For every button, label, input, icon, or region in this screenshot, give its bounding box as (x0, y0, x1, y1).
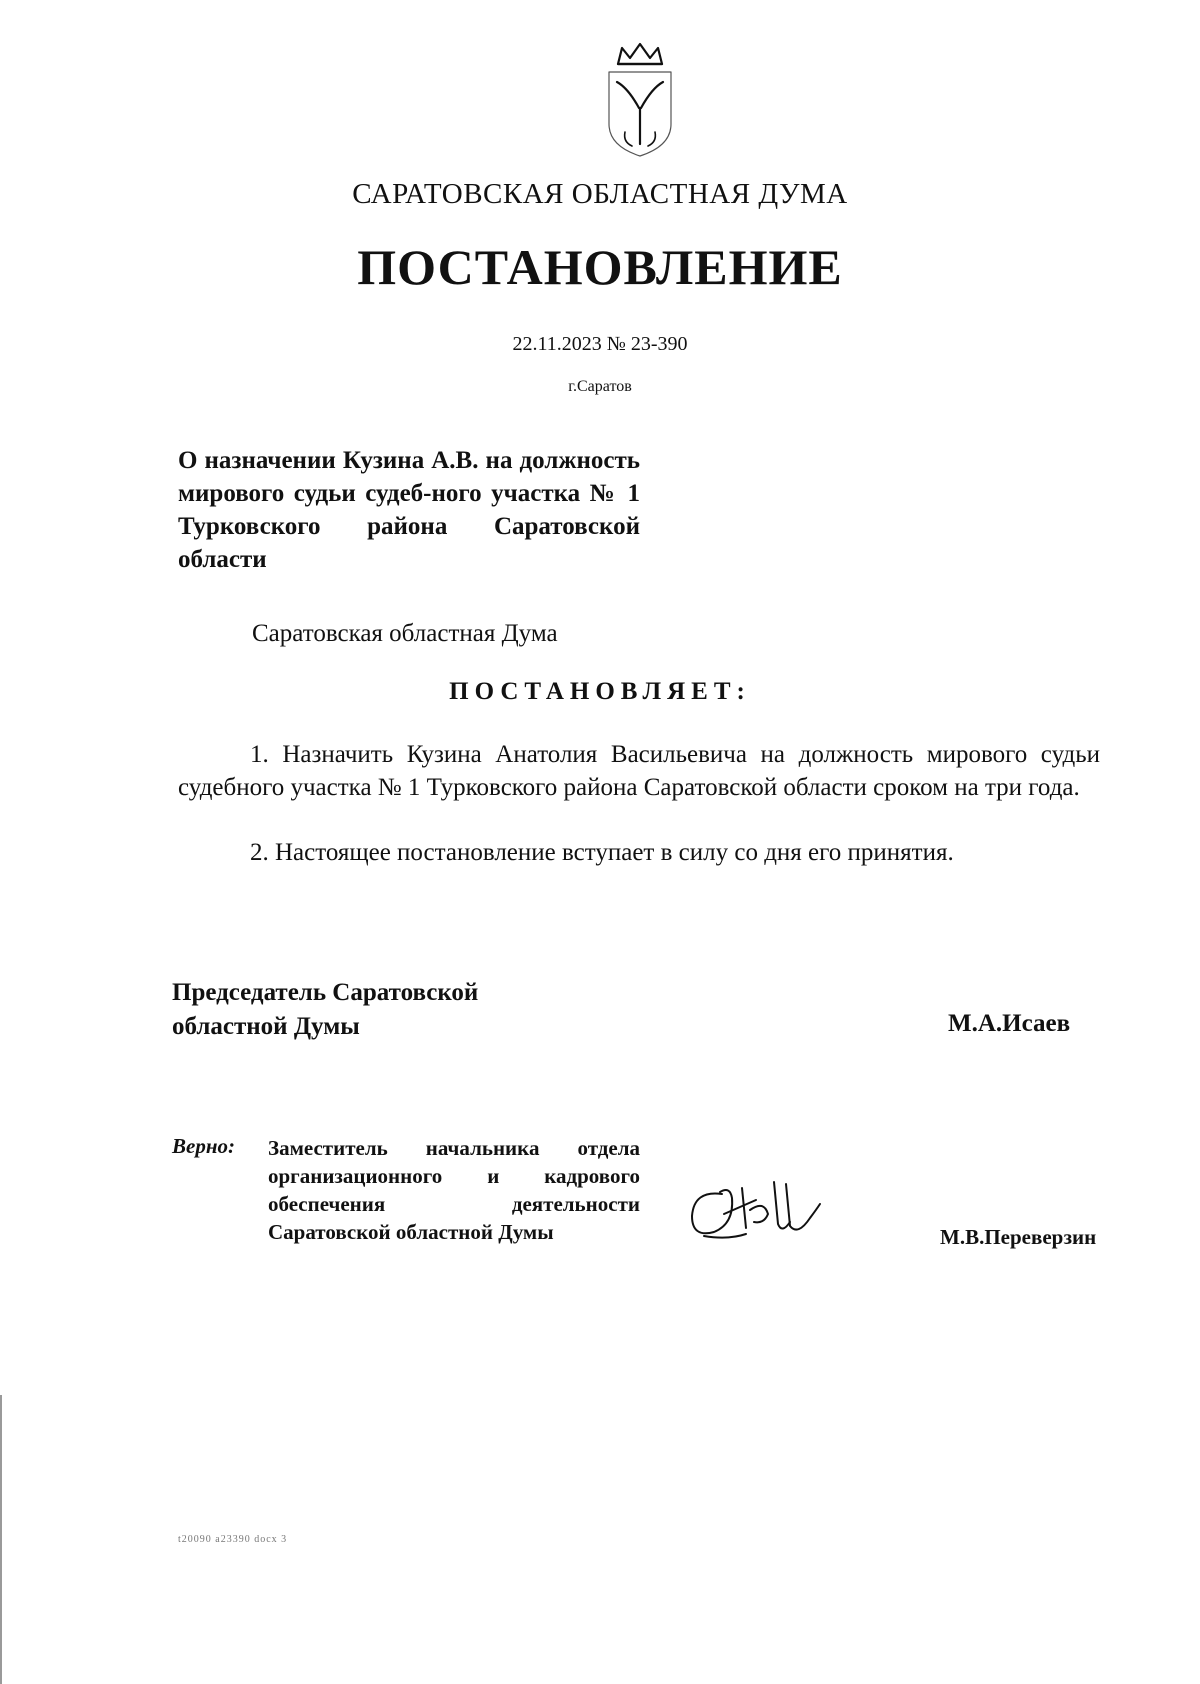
document-city: г.Саратов (568, 378, 632, 395)
signatory-name: М.А.Исаев (948, 1010, 1071, 1037)
scan-edge-line (0, 1395, 2, 1684)
document-type-title: ПОСТАНОВЛЕНИЕ (357, 239, 843, 295)
document-date-number: 22.11.2023 № 23-390 (512, 333, 688, 355)
clause-1: 1. Назначить Кузина Анатолия Васильевича на должность мирового судьи судебного участка № 1 Турковского района Саратовской области сроком на три года. (178, 741, 1100, 801)
clause-2: 2. Настоящее постановление вступает в силу со дня его принятия. (250, 839, 954, 866)
certifier-name: М.В.Переверзин (940, 1225, 1097, 1249)
signatory-title: Председатель Саратовской областной Думы (172, 979, 479, 1040)
preamble: Саратовская областная Дума (252, 620, 558, 647)
organization-name: САРАТОВСКАЯ ОБЛАСТНАЯ ДУМА (352, 178, 848, 210)
file-reference: t20090 a23390 docx 3 (178, 1534, 288, 1545)
resolves-heading: ПОСТАНОВЛЯЕТ: (449, 678, 751, 705)
certifier-position: Заместитель начальника отдела организационного и кадрового обеспечения деятельности Саратовской областной Думы (268, 1136, 640, 1244)
certification-label: Верно: (172, 1134, 235, 1158)
handwritten-signature-icon (684, 1170, 824, 1252)
coat-of-arms-icon (592, 42, 688, 160)
document-subject: О назначении Кузина А.В. на должность мирового судьи судеб-ного участка № 1 Турковского района Саратовской области (178, 447, 640, 573)
